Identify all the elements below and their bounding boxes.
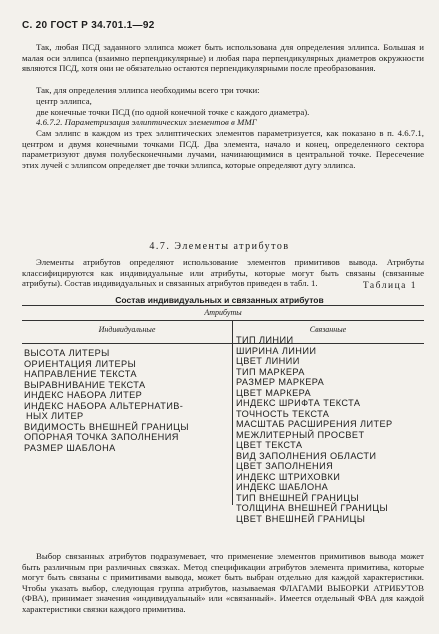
individual-attributes-list (24, 348, 189, 453)
individual-item: ОПОРНАЯ ТОЧКА ЗАПОЛНЕНИЯ (24, 432, 179, 442)
table-rule-top (22, 305, 424, 306)
individual-item: ВЫРАВНИВАНИЕ ТЕКСТА (24, 379, 146, 390)
individual-item: ОРИЕНТАЦИЯ ЛИТЕРЫ (24, 358, 137, 369)
individual-item: РАЗМЕР ШАБЛОНА (24, 442, 116, 453)
bundled-item: ТОЛЩИНА ВНЕШНЕЙ ГРАНИЦЫ (236, 503, 389, 513)
page-header: С. 20 ГОСТ Р 34.701.1—92 (22, 20, 155, 31)
table-rule-group (22, 320, 424, 321)
bundled-item: ИНДЕКС ШТРИХОВКИ (236, 471, 341, 482)
paragraph-attributes: Элементы атрибутов определяют использование элементов примитивов вывода. Атрибуты классифицируются как индивидуальные или атрибуты, которые могут быть связаны (связанные атрибуты). Состав индивидуальных и связанных атрибутов приведен в табл. 1. (22, 257, 424, 288)
bundled-item: ЦВЕТ МАРКЕРА (236, 387, 312, 398)
table-caption: Состав индивидуальных и связанных атрибутов (115, 295, 324, 305)
bundled-item: ТИП ЛИНИИ (236, 335, 294, 345)
table-group-header: Атрибуты (204, 308, 242, 317)
table-number: Таблица 1 (362, 281, 417, 291)
paragraph-three-points: Так, для определения эллипса необходимы всего три точки: (36, 85, 260, 95)
attributes-table (22, 305, 424, 524)
bundled-item: ШИРИНА ЛИНИИ (236, 345, 317, 356)
bundled-item: ЦВЕТ ЗАПОЛНЕНИЯ (236, 461, 334, 471)
paragraph-psd: Так, любая ПСД заданного эллипса может быть использована для определения эллипса. Большая и малая оси эллипса (взаимно перпендикулярные) и любая пара перпендикулярных диаметров окружности являются ПСД, хотя они не обязательно остаются перпендикулярными после преобразования. (22, 42, 424, 73)
bundled-item: ВИД ЗАПОЛНЕНИЯ ОБЛАСТИ (236, 450, 377, 461)
bundled-item: ТОЧНОСТЬ ТЕКСТА (236, 408, 330, 419)
bundled-item: ЦВЕТ ВНЕШНЕЙ ГРАНИЦЫ (236, 513, 366, 524)
individual-item: ВИДИМОСТЬ ВНЕШНЕЙ ГРАНИЦЫ (24, 421, 189, 432)
bundled-item: ТИП МАРКЕРА (236, 366, 305, 377)
bundled-attributes-list (236, 335, 393, 524)
bundled-item: ТИП ВНЕШНЕЙ ГРАНИЦЫ (236, 492, 359, 503)
individual-item: ВЫСОТА ЛИТЕРЫ (24, 348, 110, 358)
paragraph-bundle-selection: Выбор связанных атрибутов подразумевает, что применение элементов примитивов вывода может быть различным при различных связках. Метод спецификации атрибутов элемента примитива, которые могут быть связаны с примитивами вывода, может быть выбран отдельно для каждой характеристики. Чтобы указать выбор, следующая группа атрибутов, называемая ФЛАГАМИ ВЫБОРКИ АТРИБУТОВ (ФВА), принимает значения «индивидуальный» или «связанный». Имеется отдельный ФВА для каждой характеристики связки каждого примитива. (22, 551, 424, 614)
header-bundled: Связанные (309, 325, 347, 334)
individual-item: НАПРАВЛЕНИЕ ТЕКСТА (24, 369, 137, 379)
bundled-item: МАСШТАБ РАСШИРЕНИЯ ЛИТЕР (236, 419, 393, 429)
individual-item: ИНДЕКС НАБОРА ЛИТЕР (24, 390, 143, 400)
paragraph-parametrization: Сам эллипс в каждом из трех эллиптических элементов параметризуется, как показано в п. 4.6.7.1, центром и двумя конечными точками ПСД. Два элемента, начало и конец, определенного сектора параметризуют двумя полубесконечными лучами, начинающимися в центральной точке. Пересечение этих лучей с эллипсом определяет две точки эллипса, которые определяют дугу эллипса. (22, 128, 424, 170)
subsection-heading: 4.6.7.2. Параметризация эллиптических элементов в ММГ (36, 117, 257, 127)
list-item-endpoints: две конечные точки ПСД (по одной конечной точке с каждого диаметра). (36, 107, 310, 117)
bundled-item: РАЗМЕР МАРКЕРА (236, 377, 325, 387)
bundled-item: МЕЖЛИТЕРНЫЙ ПРОСВЕТ (236, 429, 365, 440)
table-column-divider (232, 320, 233, 505)
header-individual: Индивидуальные (98, 325, 156, 334)
bundled-item: ЦВЕТ ТЕКСТА (236, 440, 303, 450)
individual-item: ИНДЕКС НАБОРА АЛЬТЕРНАТИВ- (24, 400, 184, 411)
bundled-item: ИНДЕКС ШРИФТА ТЕКСТА (236, 398, 361, 408)
bundled-item: ИНДЕКС ШАБЛОНА (236, 482, 329, 492)
individual-item: НЫХ ЛИТЕР (26, 411, 84, 421)
section-title: 4.7. Элементы атрибутов (149, 241, 290, 252)
bundled-item: ЦВЕТ ЛИНИИ (236, 356, 300, 366)
list-item-center: центр эллипса, (36, 96, 92, 106)
